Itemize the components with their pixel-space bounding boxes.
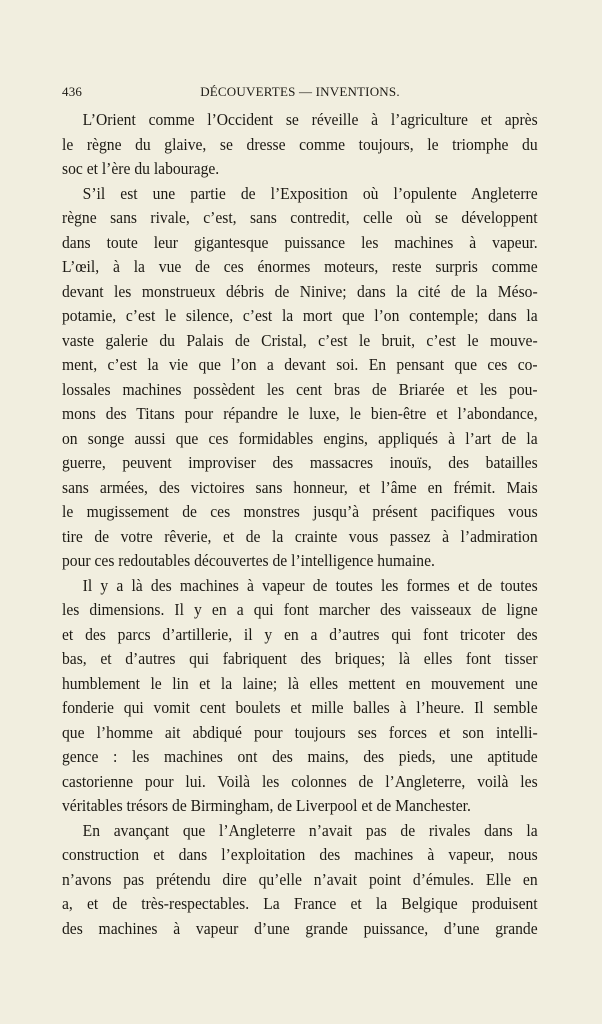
text-line: fonderie qui vomit cent boulets et mille balles à l’heure. Il semble (62, 698, 538, 717)
text-line: véritables trésors de Birmingham, de Liverpool et de Manchester. (62, 796, 471, 815)
text-line: a, et de très-respectables. La France et la Belgique produisent (62, 894, 538, 913)
text-line: En avançant que l’Angleterre n’avait pas de rivales dans la (82, 820, 538, 840)
text-line: L’Orient comme l’Occident se réveille à l’agriculture et après (82, 110, 538, 129)
page-header (62, 84, 538, 106)
text-line: L’œil, à la vue de ces énormes moteurs, reste surpris comme (62, 257, 538, 276)
text-line: et des parcs d’artillerie, il y en a d’autres qui font tricoter des (62, 624, 538, 644)
text-line: ment, c’est la vie que l’on a devant soi. En pensant que ces co- (62, 355, 538, 374)
text-line: dans toute leur gigantesque puissance les machines à vapeur. (62, 232, 538, 252)
text-line: construction et dans l’exploitation des machines à vapeur, nous (62, 845, 538, 864)
text-line: règne sans rivale, c’est, sans contredit, celle où se développent (62, 208, 538, 227)
text-line: lossales machines possèdent les cent bras de Briarée et les pou- (62, 379, 538, 399)
text-line: potamie, c’est le silence, c’est la mort que l’on contemple; dans la (62, 306, 538, 325)
text-line: tire de votre rêverie, et de la crainte vous passez à l’admiration (62, 526, 538, 546)
text-line: pour ces redoutables découvertes de l’intelligence humaine. (62, 551, 435, 570)
text-line: vaste galerie du Palais de Cristal, c’est le bruit, c’est le mouve- (62, 330, 538, 350)
text-line: les dimensions. Il y en a qui font marcher des vaisseaux de ligne (62, 600, 538, 619)
text-line: bas, et d’autres qui fabriquent des briques; là elles font tisser (62, 649, 538, 668)
text-line: on songe aussi que ces formidables engins, appliqués à l’art de la (62, 428, 538, 448)
text-line: guerre, peuvent improviser des massacres inouïs, des batailles (62, 453, 538, 472)
text-line: mons des Titans pour répandre le luxe, le bien-être et l’abondance, (62, 404, 538, 423)
text-line: devant les monstrueux débris de Ninive; dans la cité de la Méso- (62, 281, 538, 301)
text-line: que l’homme ait abdiqué pour toujours ses forces et son intelli- (62, 722, 538, 742)
text-line: sans armées, des victoires sans honneur, et l’âme en frémit. Mais (62, 477, 538, 497)
text-line: humblement le lin et la laine; là elles mettent en mouvement une (62, 673, 538, 693)
page-number: 436 (62, 84, 83, 99)
running-title: DÉCOUVERTES — INVENTIONS. (200, 84, 400, 99)
text-line: le règne du glaive, se dresse comme toujours, le triomphe du (62, 134, 538, 154)
text-line: gence : les machines ont des mains, des pieds, une aptitude (62, 747, 538, 766)
body-text (62, 108, 538, 941)
text-line: soc et l’ère du labourage. (62, 159, 220, 178)
text-line: le mugissement de ces monstres jusqu’à présent pacifiques vous (62, 502, 538, 521)
text-line: castorienne pour lui. Voilà les colonnes de l’Angleterre, voilà les (62, 771, 538, 791)
text-line: n’avons pas prétendu dire qu’elle n’avait point d’émules. Elle en (62, 869, 538, 889)
text-line: Il y a là des machines à vapeur de toutes les formes et de toutes (82, 575, 538, 595)
text-line: des machines à vapeur d’une grande puissance, d’une grande (62, 918, 538, 938)
text-line: S’il est une partie de l’Exposition où l’opulente Angleterre (82, 183, 538, 203)
